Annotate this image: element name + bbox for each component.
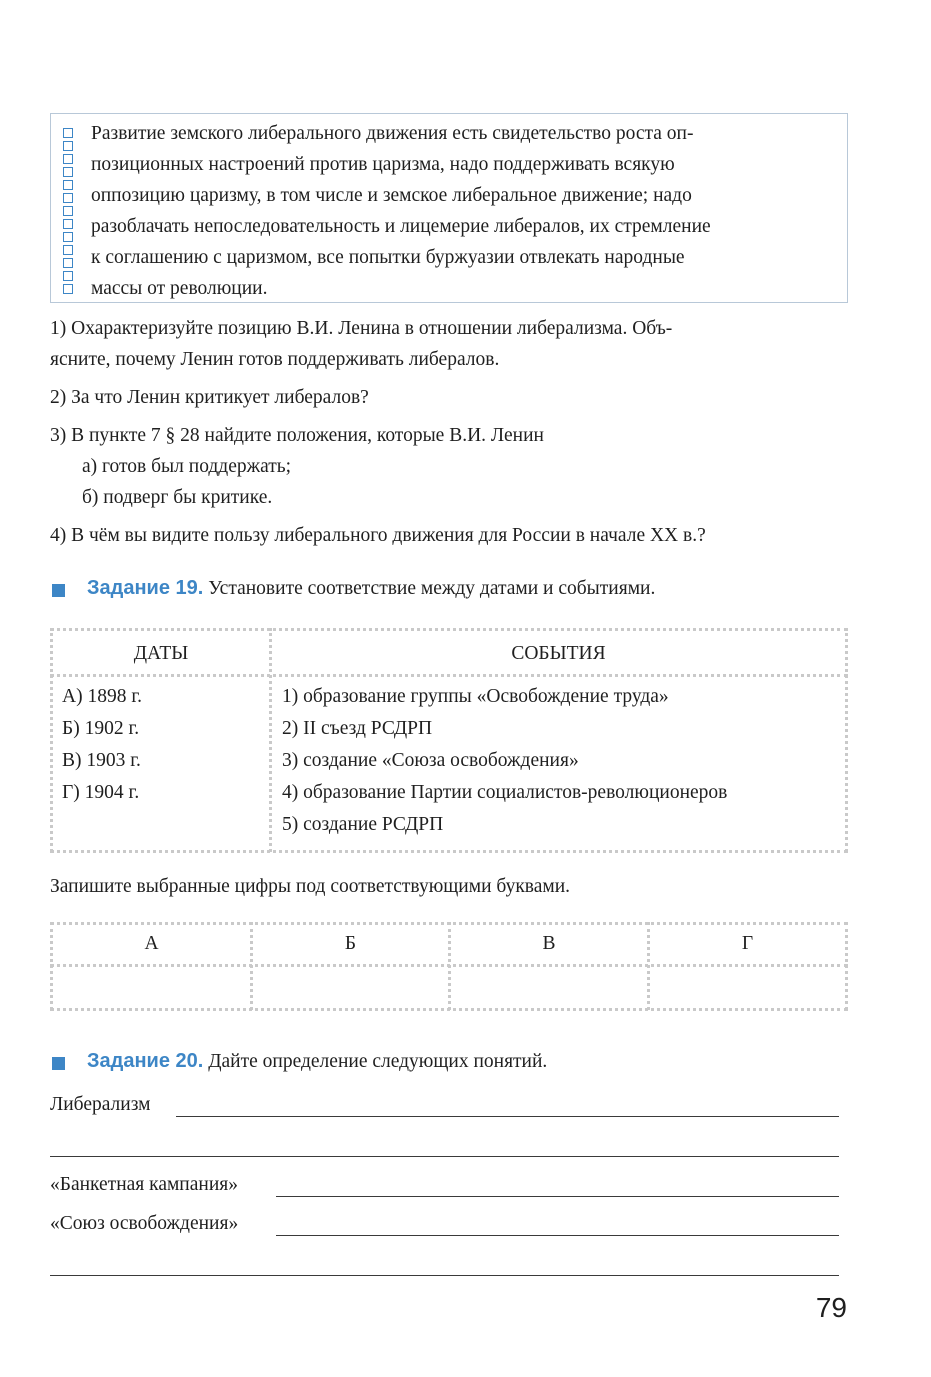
header-dates: ДАТЫ <box>133 643 189 664</box>
instruction-text: Запишите выбранные цифры под соответствующими буквами. <box>50 876 571 897</box>
square-icon <box>63 128 73 138</box>
date-item: А) 1898 г. <box>62 686 142 707</box>
quote-line: к соглашению с царизмом, все попытки буржуазии отвлекать народные <box>91 247 685 268</box>
table-border <box>845 922 848 1010</box>
square-icon <box>63 258 73 268</box>
term-union-of-liberation: «Союз освобождения» <box>50 1213 239 1234</box>
task-20-label: Задание 20. <box>87 1050 204 1072</box>
square-icon <box>63 232 73 242</box>
square-icon <box>63 245 73 255</box>
table-border <box>845 628 848 852</box>
task-19-heading <box>87 577 655 600</box>
answer-letter-v: В <box>542 933 556 954</box>
term-banquet-campaign: «Банкетная кампания» <box>50 1174 238 1195</box>
task-20-text: Дайте определение следующих понятий. <box>203 1051 548 1072</box>
answer-cell-v[interactable] <box>451 968 646 1006</box>
event-item: 3) создание «Союза освобождения» <box>282 750 579 771</box>
table-border <box>50 850 848 853</box>
quote-line: массы от революции. <box>91 278 268 299</box>
task-19-text: Установите соответствие между датами и событиями. <box>203 578 656 599</box>
square-icon <box>63 180 73 190</box>
square-icon <box>63 219 73 229</box>
quote-text <box>91 118 831 304</box>
quote-rail <box>51 114 85 302</box>
answer-letter-b: Б <box>344 933 357 954</box>
table-border <box>50 628 848 631</box>
header-events: СОБЫТИЯ <box>511 643 606 664</box>
term-liberalism: Либерализм <box>50 1094 151 1115</box>
quote-line: оппозицию царизму, в том числе и земское либеральное движение; надо <box>91 185 692 206</box>
square-icon <box>63 141 73 151</box>
answer-line[interactable] <box>276 1235 839 1236</box>
event-item: 1) образование группы «Освобождение труда» <box>282 686 669 707</box>
page-number: 79 <box>815 1292 847 1323</box>
date-item: Г) 1904 г. <box>62 782 140 803</box>
square-icon <box>63 284 73 294</box>
question-3a: а) готов был поддержать; <box>82 456 292 477</box>
square-icon <box>63 271 73 281</box>
answer-line[interactable] <box>50 1275 839 1276</box>
answer-cell-g[interactable] <box>650 968 844 1006</box>
answer-cell-a[interactable] <box>53 968 249 1006</box>
square-icon <box>63 193 73 203</box>
question-1-line-1: 1) Охарактеризуйте позицию В.И. Ленина в отношении либерализма. Объ- <box>50 318 673 339</box>
task-square-icon <box>52 1057 65 1070</box>
quote-line: разоблачать непоследовательность и лицемерие либералов, их стремление <box>91 216 711 237</box>
task-19-label: Задание 19. <box>87 577 204 599</box>
answer-line[interactable] <box>176 1116 839 1117</box>
quote-line: позиционных настроений против царизма, надо поддерживать всякую <box>91 154 675 175</box>
question-1-line-2: ясните, почему Ленин готов поддерживать либералов. <box>50 349 500 370</box>
answer-line[interactable] <box>50 1156 839 1157</box>
quote-box <box>50 113 848 303</box>
question-3b: б) подверг бы критике. <box>82 487 273 508</box>
task-square-icon <box>52 584 65 597</box>
table-border <box>50 674 848 677</box>
question-4: 4) В чём вы видите пользу либерального движения для России в начале XX в.? <box>50 525 706 546</box>
square-icon <box>63 206 73 216</box>
task-20-heading <box>87 1050 547 1073</box>
answer-cell-b[interactable] <box>253 968 447 1006</box>
date-item: Б) 1902 г. <box>62 718 140 739</box>
square-icon <box>63 167 73 177</box>
quote-line: Развитие земского либерального движения есть свидетельство роста оп- <box>91 123 694 144</box>
event-item: 2) II съезд РСДРП <box>282 718 433 739</box>
answer-letter-g: Г <box>741 933 754 954</box>
square-icon <box>63 154 73 164</box>
event-item: 5) создание РСДРП <box>282 814 444 835</box>
question-2: 2) За что Ленин критикует либералов? <box>50 387 369 408</box>
event-item: 4) образование Партии социалистов-революционеров <box>282 782 728 803</box>
answer-letter-a: А <box>144 933 159 954</box>
answer-line[interactable] <box>276 1196 839 1197</box>
question-3: 3) В пункте 7 § 28 найдите положения, которые В.И. Ленин <box>50 425 544 446</box>
date-item: В) 1903 г. <box>62 750 141 771</box>
